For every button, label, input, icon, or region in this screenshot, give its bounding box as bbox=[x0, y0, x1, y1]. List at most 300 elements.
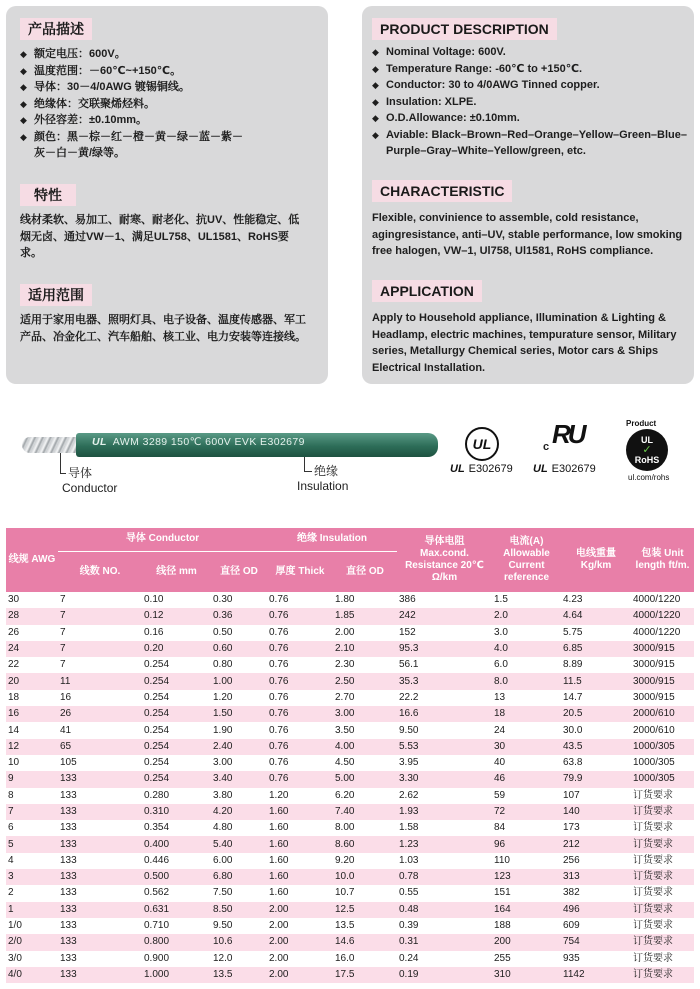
cell-thickness: 0.76 bbox=[267, 608, 333, 624]
cell-awg: 3/0 bbox=[6, 951, 58, 967]
cell-thickness: 0.76 bbox=[267, 771, 333, 787]
cell-strands: 133 bbox=[58, 804, 142, 820]
cell-wire-diameter: 0.20 bbox=[142, 641, 211, 657]
cell-current: 18 bbox=[492, 706, 561, 722]
cell-insulation-od: 4.00 bbox=[333, 739, 397, 755]
cell-package: 订货要求 bbox=[631, 836, 694, 852]
cell-thickness: 0.76 bbox=[267, 592, 333, 608]
cell-awg: 8 bbox=[6, 788, 58, 804]
cell-conductor-od: 6.00 bbox=[211, 853, 267, 869]
cell-insulation-od: 2.00 bbox=[333, 625, 397, 641]
header-wire-diameter: 线径 mm bbox=[142, 551, 211, 592]
cell-package: 订货要求 bbox=[631, 934, 694, 950]
cell-current: 2.0 bbox=[492, 608, 561, 624]
cell-awg: 20 bbox=[6, 673, 58, 689]
cell-weight: 935 bbox=[561, 951, 631, 967]
table-row bbox=[6, 608, 694, 624]
table-row bbox=[6, 788, 694, 804]
cell-strands: 133 bbox=[58, 918, 142, 934]
table-row bbox=[6, 771, 694, 787]
cell-awg: 28 bbox=[6, 608, 58, 624]
cn-description-list bbox=[20, 46, 252, 162]
cell-weight: 754 bbox=[561, 934, 631, 950]
cell-resistance: 22.2 bbox=[397, 690, 492, 706]
cell-weight: 382 bbox=[561, 885, 631, 901]
cell-package: 订货要求 bbox=[631, 853, 694, 869]
cell-resistance: 95.3 bbox=[397, 641, 492, 657]
cell-strands: 133 bbox=[58, 951, 142, 967]
table-row bbox=[6, 853, 694, 869]
cell-strands: 41 bbox=[58, 722, 142, 738]
cell-package: 3000/915 bbox=[631, 641, 694, 657]
cell-insulation-od: 1.80 bbox=[333, 592, 397, 608]
cell-conductor-od: 1.20 bbox=[211, 690, 267, 706]
cell-awg: 4/0 bbox=[6, 967, 58, 983]
en-application-text: Apply to Household appliance, Illumination & Lighting & Headlamp, electric machines, tempurature sensor, Military series, Metallurgy Chemical series, Motor cars & Ships Electrical Installation. bbox=[372, 312, 677, 374]
cell-insulation-od: 5.00 bbox=[333, 771, 397, 787]
cell-strands: 133 bbox=[58, 869, 142, 885]
cell-current: 164 bbox=[492, 902, 561, 918]
table-row bbox=[6, 706, 694, 722]
cell-conductor-od: 5.40 bbox=[211, 836, 267, 852]
cell-conductor-od: 3.80 bbox=[211, 788, 267, 804]
table-row bbox=[6, 673, 694, 689]
ul-listed-icon: UL bbox=[465, 427, 499, 461]
cell-conductor-od: 0.50 bbox=[211, 625, 267, 641]
cable-illustration bbox=[0, 415, 700, 515]
cell-current: 4.0 bbox=[492, 641, 561, 657]
rohs-badge-top-text: Product bbox=[626, 419, 657, 428]
cell-awg: 2 bbox=[6, 885, 58, 901]
cell-weight: 1142 bbox=[561, 967, 631, 983]
cell-current: 24 bbox=[492, 722, 561, 738]
english-description-panel bbox=[362, 6, 694, 384]
cell-wire-diameter: 0.254 bbox=[142, 657, 211, 673]
cell-resistance: 3.95 bbox=[397, 755, 492, 771]
cell-resistance: 152 bbox=[397, 625, 492, 641]
table-row bbox=[6, 902, 694, 918]
cell-strands: 7 bbox=[58, 657, 142, 673]
description-item: ◆ Nominal Voltage: 600V. bbox=[372, 44, 692, 61]
cell-awg: 1 bbox=[6, 902, 58, 918]
ul-small-mark-2: UL bbox=[533, 463, 548, 475]
cell-insulation-od: 17.5 bbox=[333, 967, 397, 983]
cell-conductor-od: 0.80 bbox=[211, 657, 267, 673]
cell-thickness: 1.60 bbox=[267, 869, 333, 885]
cell-resistance: 1.93 bbox=[397, 804, 492, 820]
cell-conductor-od: 2.40 bbox=[211, 739, 267, 755]
cell-weight: 43.5 bbox=[561, 739, 631, 755]
cell-awg: 22 bbox=[6, 657, 58, 673]
header-insulation-group: 绝缘 Insulation bbox=[267, 528, 397, 551]
cell-strands: 7 bbox=[58, 625, 142, 641]
cell-insulation-od: 3.00 bbox=[333, 706, 397, 722]
cell-thickness: 0.76 bbox=[267, 673, 333, 689]
cell-current: 84 bbox=[492, 820, 561, 836]
cell-weight: 173 bbox=[561, 820, 631, 836]
description-item: ◆ Conductor: 30 to 4/0AWG Tinned copper. bbox=[372, 77, 692, 94]
en-description-heading: PRODUCT DESCRIPTION bbox=[372, 18, 557, 40]
rohs-check-icon: ✓ bbox=[642, 444, 652, 456]
cell-wire-diameter: 0.446 bbox=[142, 853, 211, 869]
cell-thickness: 0.76 bbox=[267, 706, 333, 722]
cell-wire-diameter: 0.500 bbox=[142, 869, 211, 885]
cell-resistance: 242 bbox=[397, 608, 492, 624]
cell-wire-diameter: 0.254 bbox=[142, 722, 211, 738]
cell-conductor-od: 4.80 bbox=[211, 820, 267, 836]
table-row bbox=[6, 641, 694, 657]
cell-awg: 5 bbox=[6, 836, 58, 852]
cell-weight: 30.0 bbox=[561, 722, 631, 738]
en-characteristic-text: Flexible, convinience to assemble, cold resistance, agingresistance, anti–UV, stable performance, low smoking free halogen, VW–1, Ul758, Ul1581, RoHS compliance. bbox=[372, 212, 683, 257]
cell-insulation-od: 12.5 bbox=[333, 902, 397, 918]
cell-weight: 212 bbox=[561, 836, 631, 852]
cell-insulation-od: 10.7 bbox=[333, 885, 397, 901]
cell-package: 3000/915 bbox=[631, 673, 694, 689]
cell-weight: 107 bbox=[561, 788, 631, 804]
insulation-leader-tick bbox=[304, 471, 312, 472]
cell-insulation-od: 10.0 bbox=[333, 869, 397, 885]
cell-package: 1000/305 bbox=[631, 739, 694, 755]
table-row bbox=[6, 820, 694, 836]
ul-small-mark-1: UL bbox=[450, 463, 465, 475]
cell-weight: 313 bbox=[561, 869, 631, 885]
header-resistance: 导体电阻 Max.cond. Resistance 20℃ Ω/km bbox=[397, 528, 492, 592]
cell-awg: 4 bbox=[6, 853, 58, 869]
cell-insulation-od: 8.60 bbox=[333, 836, 397, 852]
header-package: 包装 Unit length ft/m. bbox=[631, 528, 694, 592]
ul-file-number-1 bbox=[450, 463, 513, 475]
cell-conductor-od: 0.36 bbox=[211, 608, 267, 624]
cell-current: 96 bbox=[492, 836, 561, 852]
table-row bbox=[6, 885, 694, 901]
description-item: ◆ Temperature Range: -60℃ to +150℃. bbox=[372, 61, 692, 78]
rohs-badge-ul: UL bbox=[641, 435, 653, 445]
cell-conductor-od: 10.6 bbox=[211, 934, 267, 950]
description-item: ◆ 颜色：黑－棕－红－橙－黄－绿－蓝－紫－灰－白－黄/绿等。 bbox=[20, 129, 252, 162]
cell-thickness: 0.76 bbox=[267, 657, 333, 673]
cell-resistance: 0.19 bbox=[397, 967, 492, 983]
cell-wire-diameter: 0.254 bbox=[142, 739, 211, 755]
cell-strands: 7 bbox=[58, 608, 142, 624]
cell-conductor-od: 1.90 bbox=[211, 722, 267, 738]
conductor-leader-line bbox=[60, 453, 61, 473]
cell-resistance: 35.3 bbox=[397, 673, 492, 689]
cell-strands: 133 bbox=[58, 788, 142, 804]
cell-awg: 18 bbox=[6, 690, 58, 706]
cell-awg: 9 bbox=[6, 771, 58, 787]
cell-awg: 1/0 bbox=[6, 918, 58, 934]
cell-package: 1000/305 bbox=[631, 771, 694, 787]
cell-insulation-od: 9.20 bbox=[333, 853, 397, 869]
cell-current: 310 bbox=[492, 967, 561, 983]
cell-package: 订货要求 bbox=[631, 918, 694, 934]
cell-conductor-od: 1.00 bbox=[211, 673, 267, 689]
cell-wire-diameter: 0.254 bbox=[142, 673, 211, 689]
cell-weight: 14.7 bbox=[561, 690, 631, 706]
cell-package: 1000/305 bbox=[631, 755, 694, 771]
ul-file-number-2-text: E302679 bbox=[551, 463, 596, 475]
cell-thickness: 0.76 bbox=[267, 625, 333, 641]
cell-thickness: 1.60 bbox=[267, 885, 333, 901]
cell-package: 订货要求 bbox=[631, 951, 694, 967]
cell-thickness: 2.00 bbox=[267, 918, 333, 934]
cell-resistance: 1.58 bbox=[397, 820, 492, 836]
description-item: ◆ O.D.Allowance: ±0.10mm. bbox=[372, 110, 692, 127]
cell-weight: 140 bbox=[561, 804, 631, 820]
cell-wire-diameter: 0.631 bbox=[142, 902, 211, 918]
cell-weight: 496 bbox=[561, 902, 631, 918]
cell-weight: 11.5 bbox=[561, 673, 631, 689]
cell-conductor-od: 3.00 bbox=[211, 755, 267, 771]
cell-strands: 65 bbox=[58, 739, 142, 755]
cell-resistance: 5.53 bbox=[397, 739, 492, 755]
cell-wire-diameter: 0.400 bbox=[142, 836, 211, 852]
table-row bbox=[6, 755, 694, 771]
chinese-description-panel bbox=[6, 6, 328, 384]
header-conductor-group: 导体 Conductor bbox=[58, 528, 267, 551]
rohs-badge-label: RoHS bbox=[634, 455, 660, 465]
cell-package: 2000/610 bbox=[631, 722, 694, 738]
cell-strands: 133 bbox=[58, 885, 142, 901]
cell-thickness: 2.00 bbox=[267, 902, 333, 918]
cell-thickness: 0.76 bbox=[267, 755, 333, 771]
cell-wire-diameter: 0.710 bbox=[142, 918, 211, 934]
description-item: ◆ 外径容差：±0.10mm。 bbox=[20, 112, 252, 129]
cell-resistance: 0.24 bbox=[397, 951, 492, 967]
cell-conductor-od: 9.50 bbox=[211, 918, 267, 934]
cell-resistance: 0.31 bbox=[397, 934, 492, 950]
header-conductor-od: 直径 OD bbox=[211, 551, 267, 592]
cell-insulation-od: 13.5 bbox=[333, 918, 397, 934]
cell-current: 72 bbox=[492, 804, 561, 820]
cell-package: 订货要求 bbox=[631, 788, 694, 804]
cell-wire-diameter: 0.16 bbox=[142, 625, 211, 641]
cell-resistance: 386 bbox=[397, 592, 492, 608]
header-current: 电流(A) Allowable Current reference bbox=[492, 528, 561, 592]
cell-awg: 2/0 bbox=[6, 934, 58, 950]
table-row bbox=[6, 722, 694, 738]
cell-resistance: 0.48 bbox=[397, 902, 492, 918]
cell-wire-diameter: 1.000 bbox=[142, 967, 211, 983]
cable-print-rating: AWM 3289 150℃ 600V EVK E302679 bbox=[112, 436, 305, 448]
specification-table-body bbox=[6, 592, 694, 983]
cell-thickness: 1.60 bbox=[267, 804, 333, 820]
cell-awg: 24 bbox=[6, 641, 58, 657]
cell-weight: 8.89 bbox=[561, 657, 631, 673]
cell-conductor-od: 13.5 bbox=[211, 967, 267, 983]
table-row bbox=[6, 804, 694, 820]
cell-resistance: 0.78 bbox=[397, 869, 492, 885]
cell-wire-diameter: 0.254 bbox=[142, 755, 211, 771]
cell-package: 4000/1220 bbox=[631, 625, 694, 641]
header-insulation-od: 直径 OD bbox=[333, 551, 397, 592]
header-strands: 线数 NO. bbox=[58, 551, 142, 592]
cell-current: 59 bbox=[492, 788, 561, 804]
cell-strands: 11 bbox=[58, 673, 142, 689]
cable-print-text bbox=[92, 436, 305, 448]
cell-wire-diameter: 0.280 bbox=[142, 788, 211, 804]
cell-current: 13 bbox=[492, 690, 561, 706]
ul-recognized-icon: RU bbox=[552, 419, 584, 449]
table-row bbox=[6, 934, 694, 950]
cell-insulation-od: 7.40 bbox=[333, 804, 397, 820]
cell-insulation-od: 16.0 bbox=[333, 951, 397, 967]
cn-characteristic-heading: 特性 bbox=[20, 184, 76, 206]
cell-resistance: 16.6 bbox=[397, 706, 492, 722]
cell-thickness: 1.20 bbox=[267, 788, 333, 804]
cell-wire-diameter: 0.254 bbox=[142, 771, 211, 787]
cell-resistance: 2.62 bbox=[397, 788, 492, 804]
cell-wire-diameter: 0.354 bbox=[142, 820, 211, 836]
cell-package: 4000/1220 bbox=[631, 608, 694, 624]
cell-package: 订货要求 bbox=[631, 869, 694, 885]
ul-rohs-badge-icon bbox=[626, 429, 668, 471]
cell-insulation-od: 3.50 bbox=[333, 722, 397, 738]
cn-application-text: 适用于家用电器、照明灯具、电子设备、温度传感器、军工产品、冶金化工、汽车船舶、核工业、电力安装等连接线。 bbox=[20, 314, 306, 343]
cell-conductor-od: 1.50 bbox=[211, 706, 267, 722]
en-application-heading: APPLICATION bbox=[372, 280, 482, 302]
cell-insulation-od: 8.00 bbox=[333, 820, 397, 836]
cell-insulation-od: 4.50 bbox=[333, 755, 397, 771]
insulation-label-cn: 绝缘 bbox=[314, 464, 339, 478]
cell-thickness: 1.60 bbox=[267, 853, 333, 869]
cell-thickness: 1.60 bbox=[267, 836, 333, 852]
cell-current: 40 bbox=[492, 755, 561, 771]
cell-insulation-od: 6.20 bbox=[333, 788, 397, 804]
cell-insulation-od: 2.10 bbox=[333, 641, 397, 657]
cell-current: 110 bbox=[492, 853, 561, 869]
table-row bbox=[6, 592, 694, 608]
cell-thickness: 0.76 bbox=[267, 690, 333, 706]
cell-weight: 6.85 bbox=[561, 641, 631, 657]
table-row bbox=[6, 951, 694, 967]
cell-current: 151 bbox=[492, 885, 561, 901]
header-awg: 线规 AWG bbox=[6, 528, 58, 592]
cell-thickness: 1.60 bbox=[267, 820, 333, 836]
cell-thickness: 2.00 bbox=[267, 951, 333, 967]
cell-current: 8.0 bbox=[492, 673, 561, 689]
cell-weight: 256 bbox=[561, 853, 631, 869]
cell-resistance: 9.50 bbox=[397, 722, 492, 738]
conductor-leader-tick bbox=[60, 473, 66, 474]
cell-strands: 16 bbox=[58, 690, 142, 706]
cell-weight: 20.5 bbox=[561, 706, 631, 722]
cell-strands: 133 bbox=[58, 820, 142, 836]
table-row bbox=[6, 836, 694, 852]
en-description-list bbox=[372, 44, 692, 160]
table-row bbox=[6, 918, 694, 934]
cell-current: 200 bbox=[492, 934, 561, 950]
cell-thickness: 0.76 bbox=[267, 739, 333, 755]
cell-current: 188 bbox=[492, 918, 561, 934]
cell-strands: 133 bbox=[58, 853, 142, 869]
table-row bbox=[6, 625, 694, 641]
cell-strands: 133 bbox=[58, 771, 142, 787]
rohs-badge-url: ul.com/rohs bbox=[628, 473, 670, 482]
cell-insulation-od: 2.50 bbox=[333, 673, 397, 689]
cell-insulation-od: 14.6 bbox=[333, 934, 397, 950]
cell-awg: 7 bbox=[6, 804, 58, 820]
table-row bbox=[6, 690, 694, 706]
cell-conductor-od: 4.20 bbox=[211, 804, 267, 820]
cell-awg: 26 bbox=[6, 625, 58, 641]
header-weight: 电线重量 Kg/km bbox=[561, 528, 631, 592]
cell-current: 255 bbox=[492, 951, 561, 967]
cell-current: 3.0 bbox=[492, 625, 561, 641]
cell-thickness: 0.76 bbox=[267, 722, 333, 738]
cell-conductor-od: 0.30 bbox=[211, 592, 267, 608]
cell-wire-diameter: 0.10 bbox=[142, 592, 211, 608]
cell-resistance: 0.55 bbox=[397, 885, 492, 901]
specification-table bbox=[6, 528, 694, 983]
cell-conductor-od: 3.40 bbox=[211, 771, 267, 787]
conductor-label-cn: 导体 bbox=[68, 466, 93, 480]
en-characteristic-heading: CHARACTERISTIC bbox=[372, 180, 512, 202]
cell-current: 46 bbox=[492, 771, 561, 787]
cell-wire-diameter: 0.12 bbox=[142, 608, 211, 624]
cell-package: 订货要求 bbox=[631, 885, 694, 901]
description-item: ◆ 绝缘体：交联聚烯烃料。 bbox=[20, 96, 252, 113]
cell-conductor-od: 0.60 bbox=[211, 641, 267, 657]
cn-characteristic-text: 线材柔软、易加工、耐寒、耐老化、抗UV、性能稳定、低烟无卤、通过VW－1、满足UL758、UL1581、RoHS要求。 bbox=[20, 214, 300, 259]
cell-resistance: 56.1 bbox=[397, 657, 492, 673]
description-item: ◆ Insulation: XLPE. bbox=[372, 94, 692, 111]
cell-awg: 14 bbox=[6, 722, 58, 738]
cn-application-heading: 适用范围 bbox=[20, 284, 92, 306]
canada-c-mark: c bbox=[543, 441, 550, 453]
cell-conductor-od: 8.50 bbox=[211, 902, 267, 918]
cell-conductor-od: 7.50 bbox=[211, 885, 267, 901]
cell-awg: 6 bbox=[6, 820, 58, 836]
cell-resistance: 1.03 bbox=[397, 853, 492, 869]
cell-wire-diameter: 0.800 bbox=[142, 934, 211, 950]
cell-awg: 16 bbox=[6, 706, 58, 722]
cell-wire-diameter: 0.900 bbox=[142, 951, 211, 967]
cell-awg: 10 bbox=[6, 755, 58, 771]
cell-insulation-od: 2.30 bbox=[333, 657, 397, 673]
conductor-label-en: Conductor bbox=[62, 481, 118, 495]
cell-weight: 609 bbox=[561, 918, 631, 934]
description-item: ◆ 温度范围：－60℃~+150℃。 bbox=[20, 63, 252, 80]
cell-wire-diameter: 0.562 bbox=[142, 885, 211, 901]
cell-strands: 105 bbox=[58, 755, 142, 771]
cell-package: 4000/1220 bbox=[631, 592, 694, 608]
cell-thickness: 0.76 bbox=[267, 641, 333, 657]
cell-package: 订货要求 bbox=[631, 820, 694, 836]
cell-current: 6.0 bbox=[492, 657, 561, 673]
cell-package: 订货要求 bbox=[631, 902, 694, 918]
insulation-label-en: Insulation bbox=[297, 479, 349, 493]
cell-resistance: 3.30 bbox=[397, 771, 492, 787]
cell-package: 3000/915 bbox=[631, 657, 694, 673]
cell-weight: 79.9 bbox=[561, 771, 631, 787]
table-row bbox=[6, 657, 694, 673]
insulation-leader-line bbox=[304, 457, 305, 471]
cell-current: 123 bbox=[492, 869, 561, 885]
cell-weight: 4.23 bbox=[561, 592, 631, 608]
cable-print-ul-mark: UL bbox=[92, 436, 107, 448]
cell-strands: 133 bbox=[58, 967, 142, 983]
cell-strands: 133 bbox=[58, 836, 142, 852]
cell-weight: 4.64 bbox=[561, 608, 631, 624]
cell-strands: 26 bbox=[58, 706, 142, 722]
table-row bbox=[6, 967, 694, 983]
cell-thickness: 2.00 bbox=[267, 967, 333, 983]
cell-conductor-od: 6.80 bbox=[211, 869, 267, 885]
cell-package: 3000/915 bbox=[631, 690, 694, 706]
cell-insulation-od: 1.85 bbox=[333, 608, 397, 624]
